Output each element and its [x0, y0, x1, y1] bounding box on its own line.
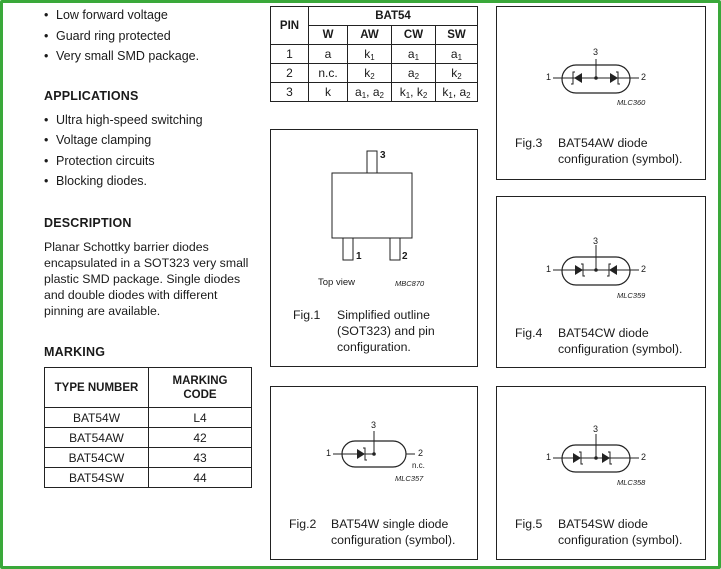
top-view-label: Top view — [318, 277, 355, 288]
fig2-box: 3 1 2 n.c. MLC357 Fig.2 BAT54W single diode configuration (symbol). — [270, 386, 478, 560]
table-row: BAT54W L4 — [45, 408, 252, 428]
feature-item: • Low forward voltage — [44, 8, 168, 22]
fig1-label: Fig.1 — [293, 308, 321, 322]
fig2-code: MLC357 — [395, 474, 424, 483]
marking-col-code: MARKING CODE — [149, 368, 252, 408]
fig1-pin1: 1 — [356, 251, 362, 262]
table-row: BAT54SW 44 — [45, 468, 252, 488]
fig1-pin3: 3 — [380, 150, 386, 161]
application-item: • Ultra high-speed switching — [44, 113, 203, 127]
fig5-box: 3 1 2 MLC358 Fig.5 BAT54SW diode configuration (symbol). — [496, 386, 706, 560]
pin-table: PIN BAT54 W AW CW SW 1 a $k_1$ $a_1$ $a_1$ 2 n.c. $k_2$ $a_2$ $k_2$ 3 k $a_1$, $a_2$ $k_1$, $k_2$ $k_1$, $a_2$ — [270, 6, 478, 102]
description-text: Planar Schottky barrier diodes encapsulated in a SOT323 very small plastic SMD package. Single diodes and double diodes with different pinning are available. — [44, 240, 249, 318]
application-item: • Protection circuits — [44, 154, 155, 168]
fig3-code: MLC360 — [617, 98, 646, 107]
fig5-label: Fig.5 — [515, 517, 543, 531]
table-row: 3 k $a_1$, $a_2$ $k_1$, $k_2$ $k_1$, $a_2$ — [271, 83, 478, 102]
bat54sw-symbol — [497, 387, 705, 497]
bat54cw-symbol — [497, 197, 705, 307]
fig1-pin2: 2 — [402, 251, 408, 262]
table-row: BAT54AW 42 — [45, 428, 252, 448]
bat54-header: BAT54 — [309, 7, 478, 26]
fig5-code: MLC358 — [617, 478, 646, 487]
application-item: • Voltage clamping — [44, 133, 152, 147]
fig3-box: 3 1 2 MLC360 Fig.3 BAT54AW diode configuration (symbol). — [496, 6, 706, 180]
fig3-label: Fig.3 — [515, 136, 543, 150]
table-row: BAT54CW 43 — [45, 448, 252, 468]
fig4-code: MLC359 — [617, 291, 646, 300]
applications-heading: APPLICATIONS — [44, 89, 139, 103]
bat54w-symbol — [271, 387, 477, 487]
fig2-label: Fig.2 — [289, 517, 317, 531]
fig4-box: 3 1 2 MLC359 Fig.4 BAT54CW diode configuration (symbol). — [496, 196, 706, 368]
marking-col-type: TYPE NUMBER — [45, 368, 149, 408]
application-item: • Blocking diodes. — [44, 174, 148, 188]
pin-header: PIN — [271, 7, 309, 45]
table-row: 1 a $k_1$ $a_1$ $a_1$ — [271, 45, 478, 64]
marking-heading: MARKING — [44, 345, 106, 359]
fig1-box: 3 1 2 Top view MBC870 Fig.1 Simplified outline (SOT323) and pin configuration. — [270, 129, 478, 367]
feature-item: • Very small SMD package. — [44, 49, 200, 63]
description-heading: DESCRIPTION — [44, 216, 132, 230]
sot323-outline-diagram — [271, 130, 477, 290]
bat54aw-symbol — [497, 7, 705, 117]
nc-label: n.c. — [412, 461, 425, 470]
marking-table — [44, 367, 252, 488]
table-row: 2 n.c. $k_2$ $a_2$ $k_2$ — [271, 64, 478, 83]
feature-item: • Guard ring protected — [44, 29, 171, 43]
fig1-code: MBC870 — [395, 279, 425, 288]
fig4-label: Fig.4 — [515, 326, 543, 340]
